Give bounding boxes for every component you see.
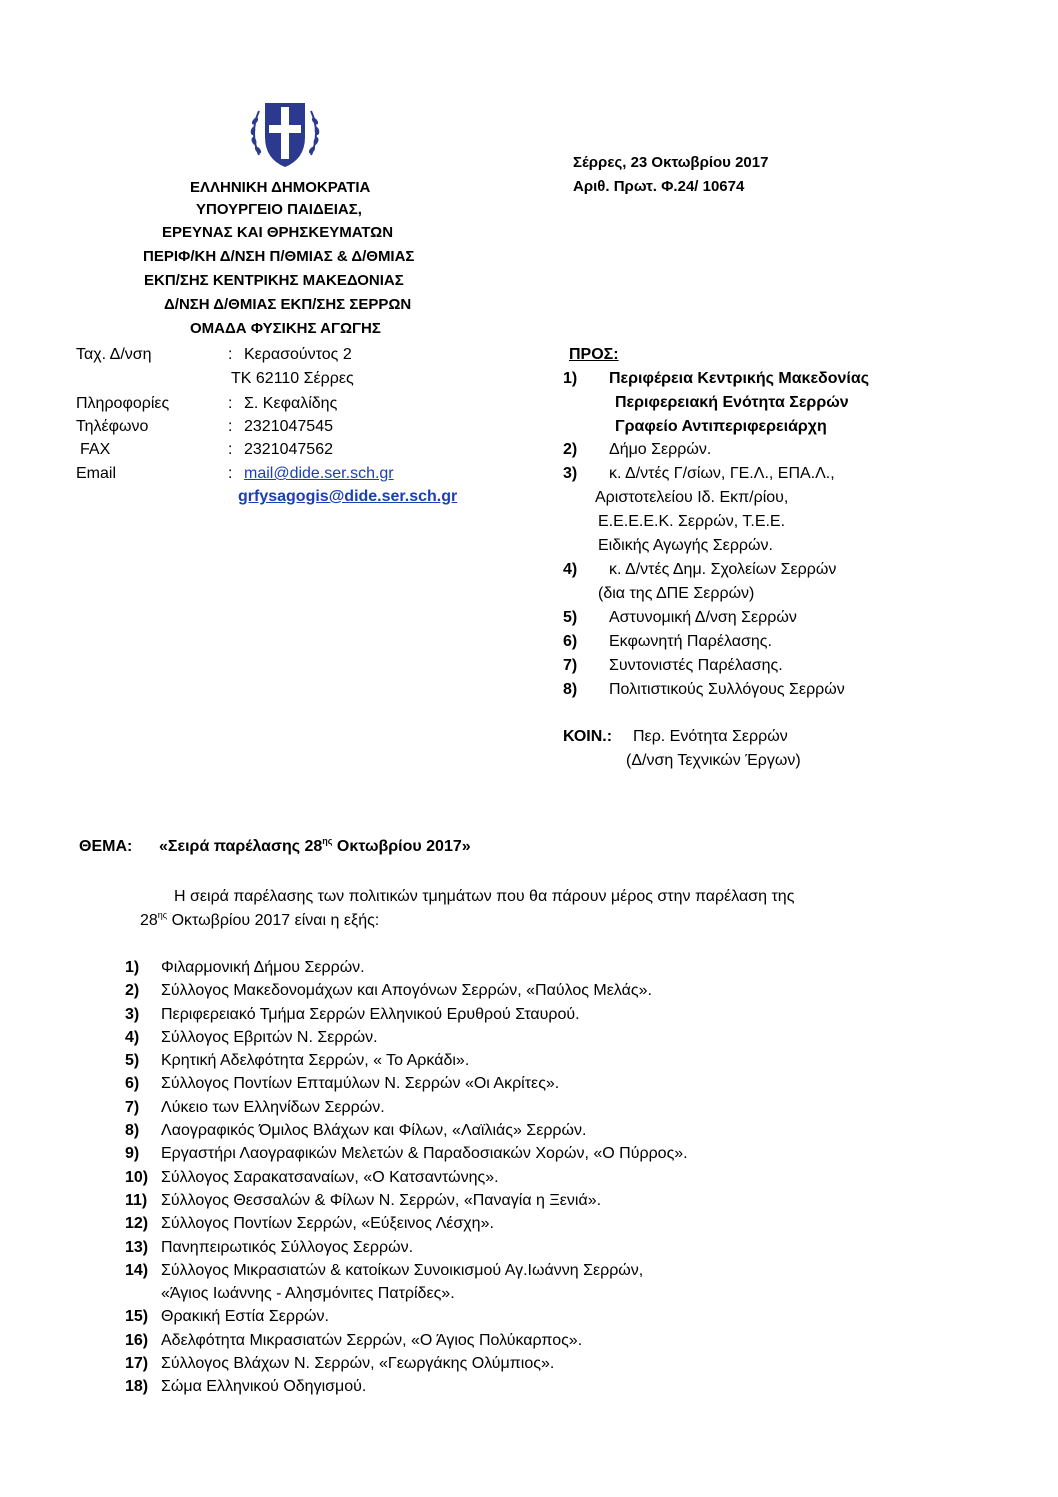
list-item-number: 11)	[125, 1191, 148, 1209]
list-item-number: 12)	[125, 1215, 149, 1233]
list-item-number: 18)	[125, 1378, 149, 1396]
recipient-line: Ειδικής Αγωγής Σερρών.	[598, 537, 773, 554]
address-label: Ταχ. Δ/νση	[76, 346, 152, 363]
recipient-line: (δια της ΔΠΕ Σερρών)	[598, 585, 755, 602]
intro-line-2	[140, 909, 379, 932]
list-item-text: Κρητική Αδελφότητα Σερρών, « Το Αρκάδι».	[161, 1052, 470, 1070]
list-item-text: «Άγιος Ιωάννης - Αλησμόνιτες Πατρίδες».	[161, 1285, 455, 1303]
koin-line-2: (Δ/νση Τεχνικών Έργων)	[626, 752, 801, 769]
phone-label: Τηλέφωνο	[76, 418, 149, 435]
koin-line-1: Περ. Ενότητα Σερρών	[633, 728, 788, 745]
recipient-number: 2)	[563, 441, 578, 458]
document-date: Σέρρες, 23 Οκτωβρίου 2017	[573, 154, 769, 171]
fax-label: FAX	[80, 441, 111, 458]
list-item-text: Λαογραφικός Όμιλος Βλάχων και Φίλων, «Λαϊλιάς» Σερρών.	[161, 1122, 587, 1140]
address-separator: :	[228, 346, 233, 363]
koin-label: ΚΟΙΝ.:	[563, 728, 613, 745]
ministry-line-2: ΥΠΟΥΡΓΕΙΟ ΠΑΙΔΕΙΑΣ,	[196, 201, 362, 218]
recipient-line: Περιφέρεια Κεντρικής Μακεδονίας	[609, 370, 870, 387]
list-item-number: 5)	[125, 1052, 140, 1070]
list-item-number: 16)	[125, 1331, 149, 1349]
recipient-line: Δήμο Σερρών.	[609, 441, 712, 458]
fax-separator: :	[228, 441, 233, 458]
recipient-line: Περιφερειακή Ενότητα Σερρών	[615, 394, 849, 411]
subject-label: ΘΕΜΑ:	[79, 838, 133, 855]
email-label: Email	[76, 465, 117, 482]
info-value: Σ. Κεφαλίδης	[244, 395, 338, 412]
list-item-text: Θρακική Εστία Σερρών.	[161, 1308, 329, 1326]
hellenic-republic-emblem	[245, 93, 325, 173]
list-item-number: 10)	[125, 1168, 149, 1186]
list-item-text: Σύλλογος Ποντίων Σερρών, «Εύξεινος Λέσχη».	[161, 1215, 494, 1233]
list-item-number: 6)	[125, 1075, 140, 1093]
list-item-text: Περιφερειακό Τμήμα Σερρών Ελληνικού Ερυθρού Σταυρού.	[161, 1005, 580, 1023]
recipient-line: Αριστοτελείου Ιδ. Εκπ/ρίου,	[595, 489, 789, 506]
list-item-text: Σώμα Ελληνικού Οδηγισμού.	[161, 1378, 367, 1396]
recipient-line: Εκφωνητή Παρέλασης.	[609, 633, 772, 650]
list-item-text: Πανηπειρωτικός Σύλλογος Σερρών.	[161, 1238, 414, 1256]
list-item-text: Σύλλογος Εβριτών Ν. Σερρών.	[161, 1028, 378, 1046]
email-link-2[interactable]: grfysagogis@dide.ser.sch.gr	[238, 488, 458, 505]
ministry-line-7: ΟΜΑΔΑ ΦΥΣΙΚΗΣ ΑΓΩΓΗΣ	[190, 320, 381, 337]
subject-text	[159, 835, 471, 858]
list-item-number: 8)	[125, 1122, 140, 1140]
recipient-number: 1)	[563, 370, 578, 387]
recipient-number: 5)	[563, 609, 578, 626]
protocol-number: Αριθ. Πρωτ. Φ.24/ 10674	[573, 178, 745, 195]
list-item-text: Σύλλογος Βλάχων Ν. Σερρών, «Γεωργάκης Ολύμπιος».	[161, 1355, 555, 1373]
subject-sup: ης	[322, 836, 333, 846]
address-postcode: ΤΚ 62110 Σέρρες	[231, 370, 354, 387]
list-item-text: Εργαστήρι Λαογραφικών Μελετών & Παραδοσιακών Χορών, «Ο Πύρρος».	[161, 1145, 688, 1163]
info-label: Πληροφορίες	[76, 395, 170, 412]
list-item-number: 3)	[125, 1005, 140, 1023]
list-item-text: Λύκειο των Ελληνίδων Σερρών.	[161, 1098, 385, 1116]
recipient-line: Γραφείο Αντιπεριφερειάρχη	[615, 418, 827, 435]
ministry-line-1: ΕΛΛΗΝΙΚΗ ΔΗΜΟΚΡΑΤΙΑ	[190, 179, 371, 196]
intro-line-1: Η σειρά παρέλασης των πολιτικών τμημάτων που θα πάρουν μέρος στην παρέλαση της	[174, 888, 795, 905]
recipient-line: Αστυνομική Δ/νση Σερρών	[609, 609, 797, 626]
email-link-1[interactable]: mail@dide.ser.sch.gr	[244, 465, 394, 482]
ministry-line-6: Δ/ΝΣΗ Δ/ΘΜΙΑΣ ΕΚΠ/ΣΗΣ ΣΕΡΡΩΝ	[164, 296, 412, 313]
recipient-number: 4)	[563, 561, 578, 578]
list-item-number: 4)	[125, 1028, 140, 1046]
recipient-number: 7)	[563, 657, 578, 674]
subject-text-before: «Σειρά παρέλασης 28	[159, 838, 323, 855]
intro-sup: ης	[157, 910, 168, 920]
intro-line-2-before: 28	[140, 912, 158, 929]
recipient-number: 8)	[563, 681, 578, 698]
list-item-text: Σύλλογος Ποντίων Επταμύλων Ν. Σερρών «Οι Ακρίτες».	[161, 1075, 560, 1093]
recipients-title: ΠΡΟΣ:	[569, 346, 619, 363]
address-value: Κερασούντος 2	[244, 346, 352, 363]
list-item-number: 17)	[125, 1355, 149, 1373]
recipient-line: κ. Δ/ντές Δημ. Σχολείων Σερρών	[609, 561, 837, 578]
fax-value: 2321047562	[244, 441, 333, 458]
list-item-text: Φιλαρμονική Δήμου Σερρών.	[161, 959, 365, 976]
ministry-line-4: ΠΕΡΙΦ/ΚΗ Δ/ΝΣΗ Π/ΘΜΙΑΣ & Δ/ΘΜΙΑΣ	[143, 248, 415, 265]
list-item-text: Σύλλογος Μακεδονομάχων και Απογόνων Σερρών, «Παύλος Μελάς».	[161, 982, 652, 1000]
recipient-line: κ. Δ/ντές Γ/σίων, ΓΕ.Λ., ΕΠΑ.Λ.,	[609, 465, 835, 482]
info-separator: :	[228, 395, 233, 412]
phone-value: 2321047545	[244, 418, 333, 435]
recipient-line: Πολιτιστικούς Συλλόγους Σερρών	[609, 681, 845, 698]
list-item-text: Σύλλογος Σαρακατσαναίων, «Ο Κατσαντώνης».	[161, 1168, 499, 1186]
list-item-number: 15)	[125, 1308, 149, 1326]
ministry-line-5: ΕΚΠ/ΣΗΣ ΚΕΝΤΡΙΚΗΣ ΜΑΚΕΔΟΝΙΑΣ	[144, 272, 404, 289]
list-item-number: 14)	[125, 1261, 149, 1279]
list-item-text: Σύλλογος Μικρασιατών & κατοίκων Συνοικισμού Αγ.Ιωάννη Σερρών,	[161, 1261, 644, 1279]
subject-text-after: Οκτωβρίου 2017»	[332, 838, 471, 855]
list-item-number: 9)	[125, 1145, 140, 1163]
intro-line-2-after: Οκτωβρίου 2017 είναι η εξής:	[167, 912, 380, 929]
recipient-line: Συντονιστές Παρέλασης.	[609, 657, 783, 674]
list-item-number: 7)	[125, 1098, 140, 1116]
list-item-number: 13)	[125, 1238, 149, 1256]
phone-separator: :	[228, 418, 233, 435]
recipient-line: Ε.Ε.Ε.Ε.Κ. Σερρών, Τ.Ε.Ε.	[598, 513, 786, 530]
list-item-number: 1)	[125, 959, 140, 976]
list-item-number: 2)	[125, 982, 140, 1000]
recipient-number: 6)	[563, 633, 578, 650]
ministry-line-3: ΕΡΕΥΝΑΣ ΚΑΙ ΘΡΗΣΚΕΥΜΑΤΩΝ	[162, 224, 394, 241]
list-item-text: Αδελφότητα Μικρασιατών Σερρών, «Ο Άγιος Πολύκαρπος».	[161, 1331, 583, 1349]
email-separator: :	[228, 465, 233, 482]
list-item-text: Σύλλογος Θεσσαλών & Φίλων Ν. Σερρών, «Παναγία η Ξενιά».	[161, 1191, 602, 1209]
recipient-number: 3)	[563, 465, 578, 482]
